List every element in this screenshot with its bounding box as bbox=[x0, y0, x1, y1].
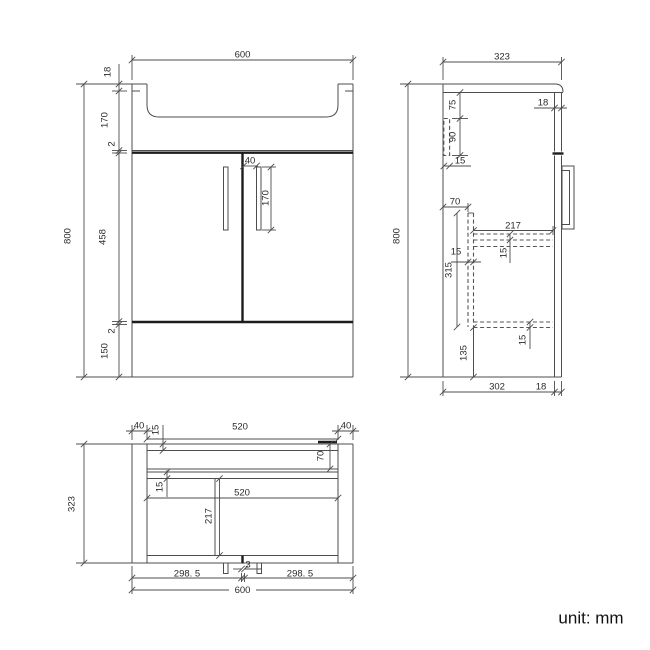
front-dim-ticks bbox=[81, 57, 356, 380]
dim-divider-offset: 70 bbox=[449, 196, 461, 208]
dim-front-door: 458 bbox=[97, 229, 109, 245]
dim-front-rim: 18 bbox=[102, 66, 114, 78]
dim-plan-top-width: 520 bbox=[232, 421, 248, 433]
plan-left-handle bbox=[224, 563, 229, 574]
dim-plan-inner-width: 520 bbox=[234, 487, 250, 499]
plan-view bbox=[67, 421, 360, 597]
dim-plan-width: 600 bbox=[234, 585, 251, 596]
dim-divider-thk: 15 bbox=[450, 246, 462, 258]
side-dim-ticks bbox=[405, 59, 565, 395]
dim-side-height: 800 bbox=[391, 228, 403, 244]
dim-front-gap-bot: 2 bbox=[106, 328, 118, 334]
dim-plan-door-gap: 3 bbox=[245, 559, 251, 571]
dim-plan-divider-depth: 217 bbox=[203, 508, 215, 524]
dim-front-width: 600 bbox=[234, 49, 251, 61]
dim-plan-depth: 323 bbox=[66, 496, 78, 512]
dim-plan-panel-right: 40 bbox=[340, 420, 352, 432]
dim-front-plinth: 150 bbox=[99, 343, 111, 359]
dim-base-front: 18 bbox=[535, 381, 547, 393]
dim-shelf-thk: 15 bbox=[498, 247, 510, 259]
dim-plinth-height: 135 bbox=[458, 345, 470, 361]
dim-front-gap-top: 2 bbox=[106, 141, 118, 147]
plan-right-handle bbox=[257, 563, 262, 574]
dim-bracket-height: 90 bbox=[447, 131, 459, 143]
dim-bottom-thk: 15 bbox=[517, 334, 529, 346]
dim-plan-back-thk: 15 bbox=[150, 424, 162, 436]
left-door-handle bbox=[224, 167, 229, 230]
dim-bracket-thk: 15 bbox=[454, 155, 466, 167]
dim-front-height: 800 bbox=[62, 228, 74, 244]
dim-divider-height: 315 bbox=[443, 262, 455, 278]
dim-base-depth: 302 bbox=[489, 381, 505, 393]
dim-plan-front-inset: 70 bbox=[315, 450, 327, 462]
side-view bbox=[392, 52, 575, 397]
dim-side-depth: 323 bbox=[494, 51, 510, 63]
unit-note: unit: mm bbox=[558, 608, 624, 628]
dim-shelf-depth: 217 bbox=[505, 220, 521, 232]
dim-plan-door-right: 298. 5 bbox=[286, 568, 314, 580]
worktop-profile bbox=[443, 84, 563, 92]
dim-handle-length: 170 bbox=[260, 190, 272, 206]
dim-handle-offset: 40 bbox=[244, 155, 256, 167]
dim-side-door-thk: 18 bbox=[537, 97, 549, 109]
dim-front-basin: 170 bbox=[99, 112, 111, 128]
front-view bbox=[63, 50, 357, 381]
dim-plan-shelf-thk: 15 bbox=[154, 481, 166, 493]
dim-plan-door-left: 298. 5 bbox=[173, 568, 201, 580]
handle-profile-inner bbox=[562, 171, 570, 225]
dim-bracket-offset: 75 bbox=[447, 99, 459, 111]
basin-outline bbox=[147, 84, 338, 117]
dim-plan-panel-left: 40 bbox=[133, 420, 145, 432]
